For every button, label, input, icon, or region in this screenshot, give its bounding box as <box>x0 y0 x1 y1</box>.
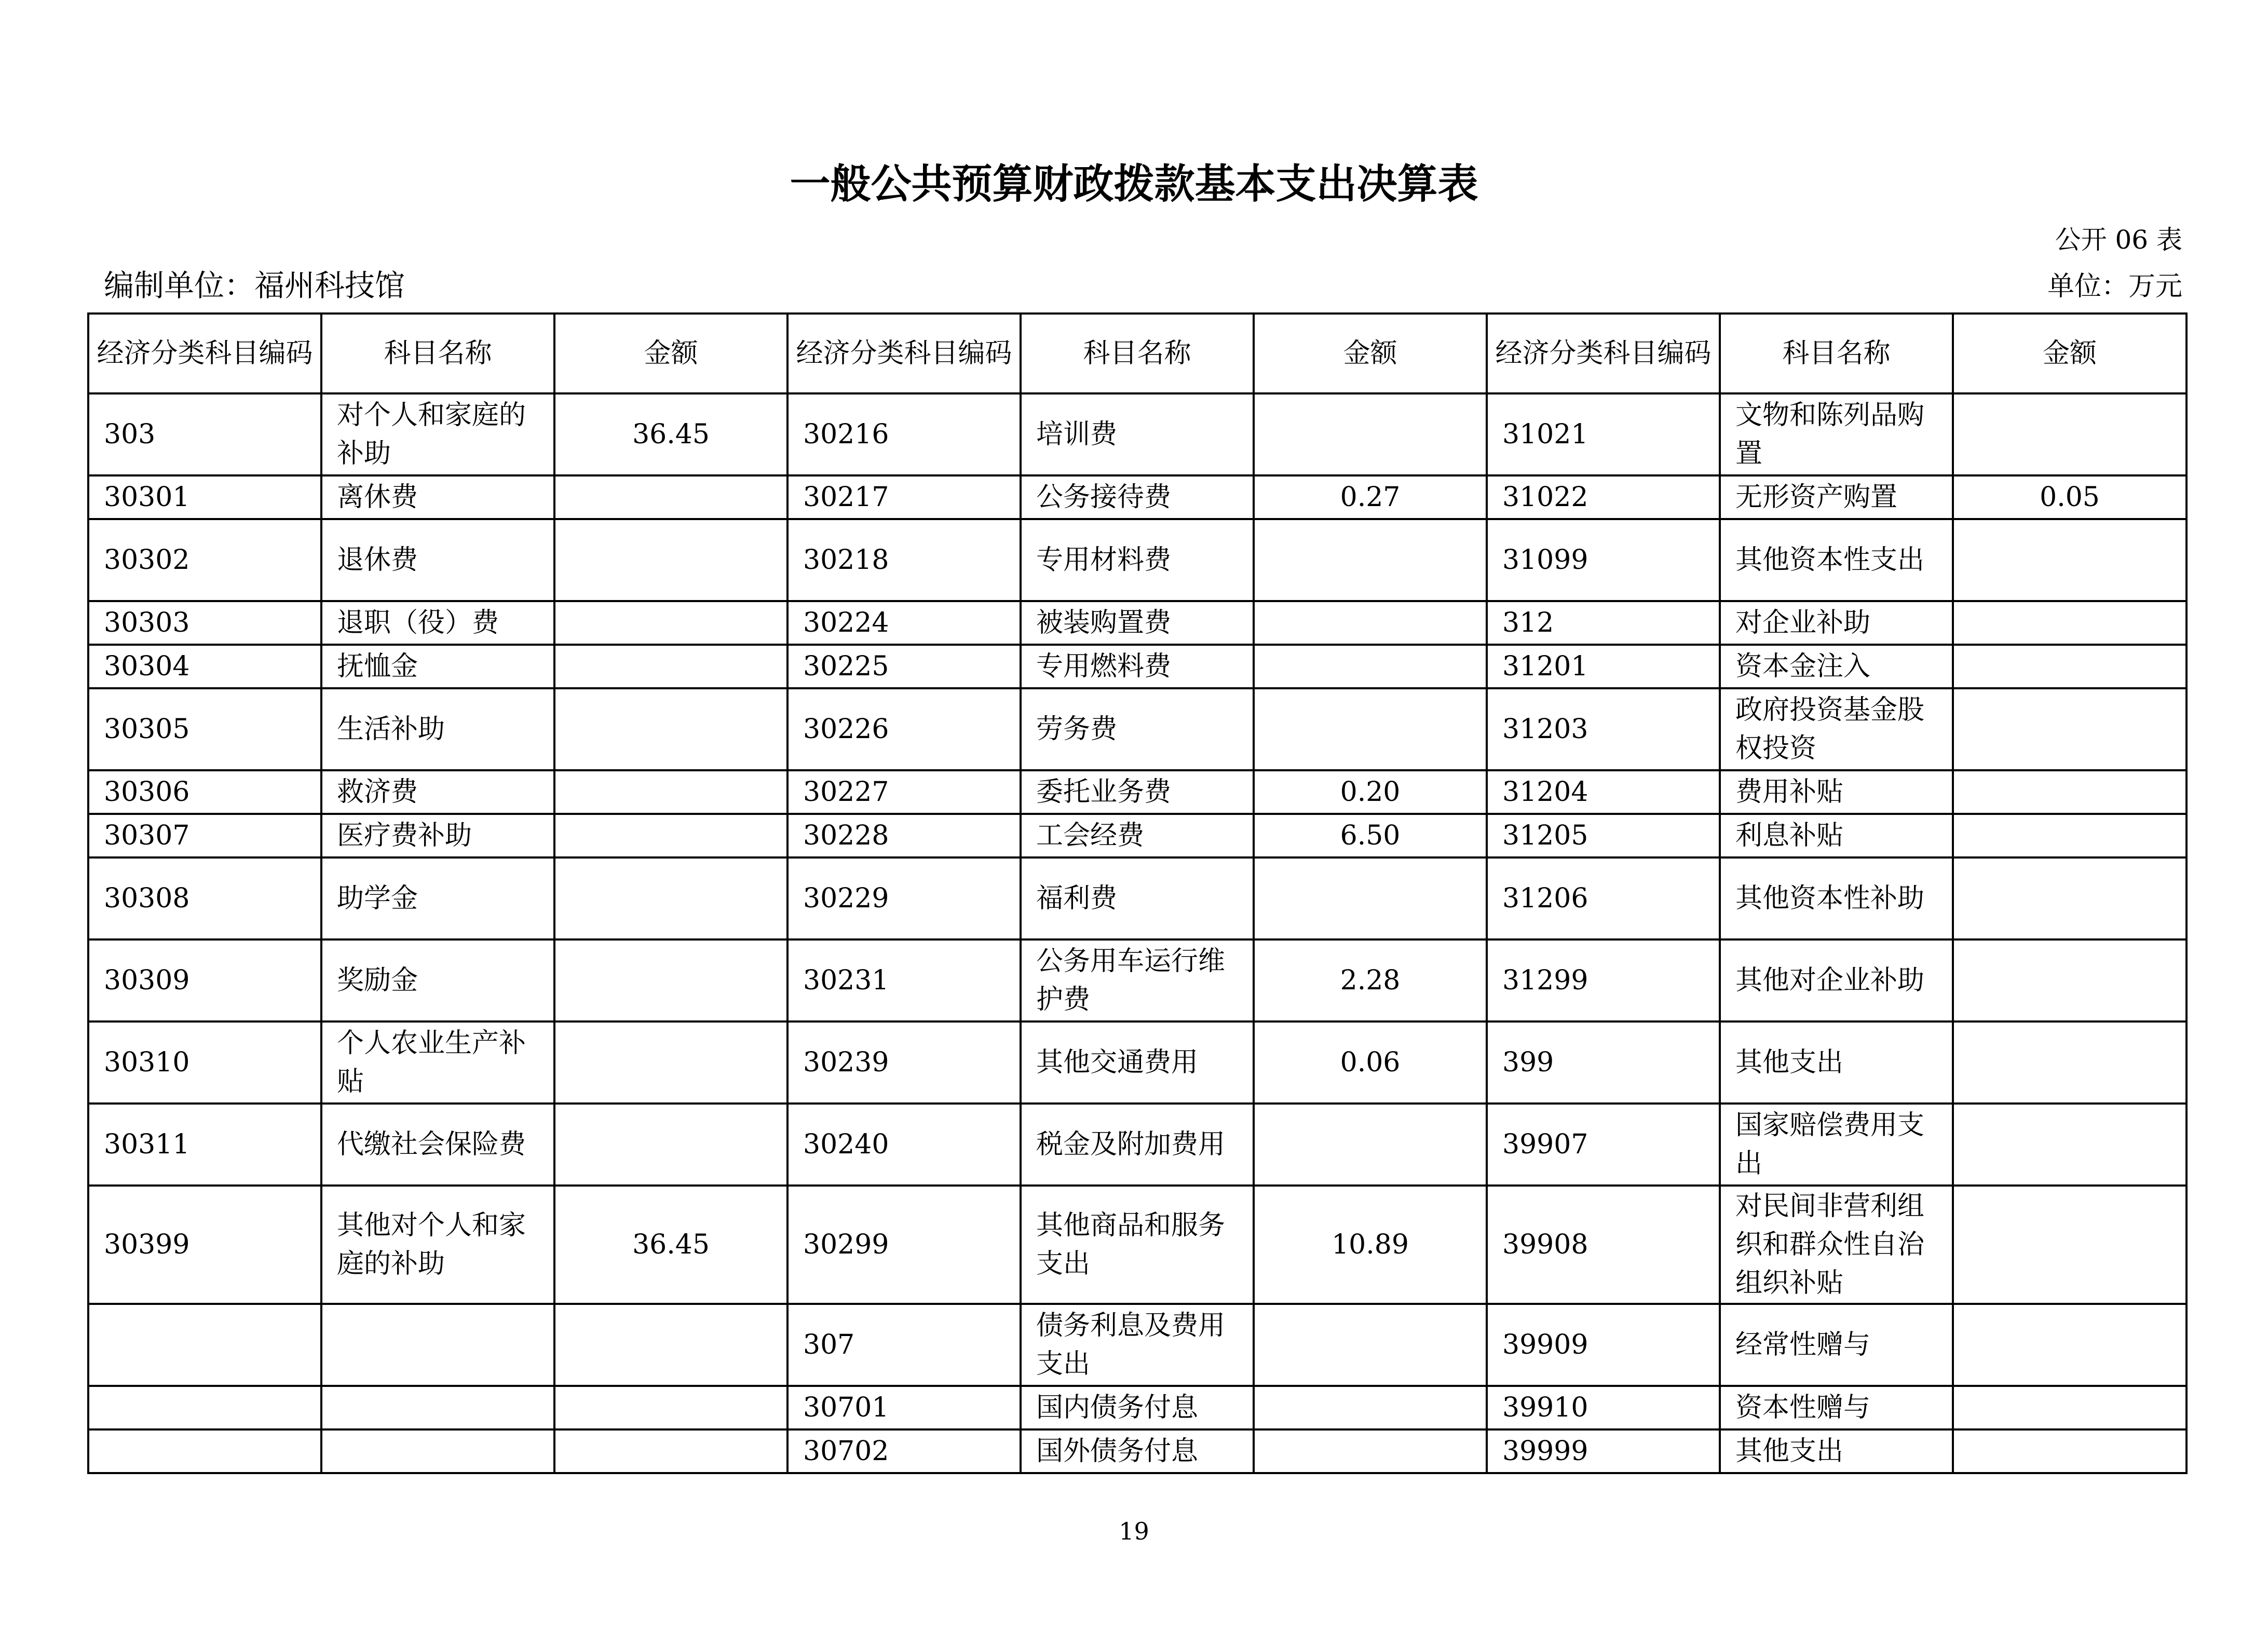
name-cell: 对民间非营利组织和群众性自治组织补贴 <box>1720 1186 1953 1304</box>
table-row <box>88 645 2186 688</box>
name-cell: 税金及附加费用 <box>1021 1104 1254 1186</box>
name-cell: 救济费 <box>321 770 554 814</box>
code-cell: 30310 <box>88 1022 321 1104</box>
name-cell: 其他对企业补助 <box>1720 939 1953 1022</box>
amount-cell: 2.28 <box>1254 939 1487 1022</box>
table-row <box>88 519 2186 601</box>
code-cell <box>88 1429 321 1473</box>
code-cell: 30311 <box>88 1104 321 1186</box>
code-cell: 30218 <box>787 519 1021 601</box>
header-cell: 金额 <box>1254 314 1487 393</box>
amount-cell: 0.06 <box>1254 1022 1487 1104</box>
table-row <box>88 857 2186 939</box>
code-cell: 39999 <box>1487 1429 1720 1473</box>
name-cell <box>321 1304 554 1386</box>
code-cell: 30304 <box>88 645 321 688</box>
name-cell: 奖励金 <box>321 939 554 1022</box>
table-row <box>88 1429 2186 1473</box>
code-cell <box>88 1386 321 1429</box>
name-cell: 专用材料费 <box>1021 519 1254 601</box>
code-cell: 31299 <box>1487 939 1720 1022</box>
name-cell: 其他商品和服务支出 <box>1021 1186 1254 1304</box>
amount-cell <box>1953 1386 2186 1429</box>
amount-cell <box>554 814 787 857</box>
code-cell: 31204 <box>1487 770 1720 814</box>
code-cell: 30216 <box>787 393 1021 475</box>
name-cell: 福利费 <box>1021 857 1254 939</box>
amount-cell: 0.27 <box>1254 475 1487 519</box>
code-cell: 30229 <box>787 857 1021 939</box>
header-cell: 金额 <box>1953 314 2186 393</box>
name-cell: 债务利息及费用支出 <box>1021 1304 1254 1386</box>
name-cell: 被装购置费 <box>1021 601 1254 645</box>
code-cell: 31201 <box>1487 645 1720 688</box>
amount-cell <box>1953 1304 2186 1386</box>
name-cell: 专用燃料费 <box>1021 645 1254 688</box>
amount-cell <box>554 1022 787 1104</box>
name-cell: 费用补贴 <box>1720 770 1953 814</box>
amount-cell <box>1254 857 1487 939</box>
amount-cell <box>554 475 787 519</box>
code-cell: 39908 <box>1487 1186 1720 1304</box>
code-cell: 30217 <box>787 475 1021 519</box>
name-cell: 政府投资基金股权投资 <box>1720 688 1953 770</box>
amount-cell <box>1254 1386 1487 1429</box>
name-cell: 离休费 <box>321 475 554 519</box>
amount-cell <box>554 688 787 770</box>
name-cell: 委托业务费 <box>1021 770 1254 814</box>
code-cell: 31203 <box>1487 688 1720 770</box>
name-cell: 无形资产购置 <box>1720 475 1953 519</box>
name-cell: 经常性赠与 <box>1720 1304 1953 1386</box>
code-cell: 31022 <box>1487 475 1720 519</box>
amount-cell <box>1953 519 2186 601</box>
amount-cell <box>554 939 787 1022</box>
code-cell: 31205 <box>1487 814 1720 857</box>
amount-cell <box>1254 1304 1487 1386</box>
code-cell: 307 <box>787 1304 1021 1386</box>
amount-cell <box>1254 519 1487 601</box>
header-cell: 科目名称 <box>1021 314 1254 393</box>
amount-cell: 0.20 <box>1254 770 1487 814</box>
code-cell <box>88 1304 321 1386</box>
code-cell: 30240 <box>787 1104 1021 1186</box>
code-cell: 30308 <box>88 857 321 939</box>
code-cell: 31099 <box>1487 519 1720 601</box>
name-cell: 劳务费 <box>1021 688 1254 770</box>
amount-cell <box>1953 857 2186 939</box>
name-cell: 医疗费补助 <box>321 814 554 857</box>
name-cell: 资本金注入 <box>1720 645 1953 688</box>
amount-cell <box>554 601 787 645</box>
name-cell: 公务用车运行维护费 <box>1021 939 1254 1022</box>
table-header-row <box>88 314 2186 393</box>
table-row <box>88 814 2186 857</box>
name-cell: 文物和陈列品购置 <box>1720 393 1953 475</box>
header-cell: 经济分类科目编码 <box>88 314 321 393</box>
amount-cell <box>554 1386 787 1429</box>
code-cell: 312 <box>1487 601 1720 645</box>
code-cell: 30225 <box>787 645 1021 688</box>
code-cell: 30226 <box>787 688 1021 770</box>
amount-cell: 6.50 <box>1254 814 1487 857</box>
page-title: 一般公共预算财政拨款基本支出决算表 <box>790 161 1478 208</box>
name-cell: 培训费 <box>1021 393 1254 475</box>
code-cell: 30302 <box>88 519 321 601</box>
table-row <box>88 1022 2186 1104</box>
code-cell: 30307 <box>88 814 321 857</box>
code-cell: 30305 <box>88 688 321 770</box>
name-cell: 其他对个人和家庭的补助 <box>321 1186 554 1304</box>
name-cell: 抚恤金 <box>321 645 554 688</box>
table-row <box>88 1104 2186 1186</box>
name-cell: 退职（役）费 <box>321 601 554 645</box>
amount-cell <box>554 857 787 939</box>
code-cell: 30228 <box>787 814 1021 857</box>
amount-cell <box>554 519 787 601</box>
name-cell: 退休费 <box>321 519 554 601</box>
header-cell: 金额 <box>554 314 787 393</box>
code-cell: 30231 <box>787 939 1021 1022</box>
name-cell: 国内债务付息 <box>1021 1386 1254 1429</box>
name-cell: 其他支出 <box>1720 1429 1953 1473</box>
amount-cell <box>1254 601 1487 645</box>
name-cell: 公务接待费 <box>1021 475 1254 519</box>
table-row <box>88 1386 2186 1429</box>
form-number: 公开 06 表 <box>2055 225 2182 255</box>
name-cell: 生活补助 <box>321 688 554 770</box>
header-cell: 经济分类科目编码 <box>1487 314 1720 393</box>
amount-cell <box>1953 601 2186 645</box>
code-cell: 30224 <box>787 601 1021 645</box>
amount-cell <box>1953 393 2186 475</box>
name-cell: 资本性赠与 <box>1720 1386 1953 1429</box>
name-cell <box>321 1429 554 1473</box>
amount-cell <box>1254 1104 1487 1186</box>
code-cell: 39910 <box>1487 1386 1720 1429</box>
table-row <box>88 601 2186 645</box>
amount-cell <box>1953 688 2186 770</box>
amount-cell <box>1953 939 2186 1022</box>
code-cell: 31206 <box>1487 857 1720 939</box>
name-cell: 对个人和家庭的补助 <box>321 393 554 475</box>
code-cell: 30301 <box>88 475 321 519</box>
name-cell: 其他交通费用 <box>1021 1022 1254 1104</box>
code-cell: 39909 <box>1487 1304 1720 1386</box>
amount-cell <box>1254 645 1487 688</box>
name-cell: 助学金 <box>321 857 554 939</box>
amount-cell <box>554 1104 787 1186</box>
code-cell: 303 <box>88 393 321 475</box>
name-cell <box>321 1386 554 1429</box>
table-row <box>88 770 2186 814</box>
amount-cell <box>1953 645 2186 688</box>
header-cell: 经济分类科目编码 <box>787 314 1021 393</box>
header-cell: 科目名称 <box>1720 314 1953 393</box>
code-cell: 39907 <box>1487 1104 1720 1186</box>
name-cell: 其他支出 <box>1720 1022 1953 1104</box>
amount-cell: 10.89 <box>1254 1186 1487 1304</box>
table-row <box>88 939 2186 1022</box>
name-cell: 工会经费 <box>1021 814 1254 857</box>
code-cell: 30306 <box>88 770 321 814</box>
code-cell: 30701 <box>787 1386 1021 1429</box>
expenditure-table <box>87 312 2188 1474</box>
amount-cell <box>1953 814 2186 857</box>
amount-cell <box>554 1429 787 1473</box>
code-cell: 31021 <box>1487 393 1720 475</box>
table-row <box>88 475 2186 519</box>
amount-cell: 36.45 <box>554 1186 787 1304</box>
amount-cell <box>1953 1022 2186 1104</box>
code-cell: 30227 <box>787 770 1021 814</box>
code-cell: 30299 <box>787 1186 1021 1304</box>
table-row <box>88 1186 2186 1304</box>
name-cell: 对企业补助 <box>1720 601 1953 645</box>
table-row <box>88 393 2186 475</box>
header-cell: 科目名称 <box>321 314 554 393</box>
amount-cell <box>554 770 787 814</box>
name-cell: 其他资本性补助 <box>1720 857 1953 939</box>
amount-cell <box>1953 1104 2186 1186</box>
page-number: 19 <box>1119 1517 1149 1545</box>
amount-cell <box>1254 393 1487 475</box>
table-row <box>88 688 2186 770</box>
amount-cell <box>554 645 787 688</box>
code-cell: 30702 <box>787 1429 1021 1473</box>
code-cell: 399 <box>1487 1022 1720 1104</box>
amount-cell <box>1254 688 1487 770</box>
name-cell: 其他资本性支出 <box>1720 519 1953 601</box>
table-row <box>88 1304 2186 1386</box>
currency-unit: 单位：万元 <box>2047 271 2182 302</box>
code-cell: 30399 <box>88 1186 321 1304</box>
amount-cell <box>1953 1429 2186 1473</box>
amount-cell <box>1953 1186 2186 1304</box>
amount-cell: 36.45 <box>554 393 787 475</box>
name-cell: 代缴社会保险费 <box>321 1104 554 1186</box>
name-cell: 个人农业生产补贴 <box>321 1022 554 1104</box>
name-cell: 国外债务付息 <box>1021 1429 1254 1473</box>
name-cell: 国家赔偿费用支出 <box>1720 1104 1953 1186</box>
amount-cell <box>1254 1429 1487 1473</box>
name-cell: 利息补贴 <box>1720 814 1953 857</box>
amount-cell <box>554 1304 787 1386</box>
reporting-unit: 编制单位：福州科技馆 <box>104 268 405 303</box>
amount-cell <box>1953 770 2186 814</box>
code-cell: 30239 <box>787 1022 1021 1104</box>
code-cell: 30309 <box>88 939 321 1022</box>
code-cell: 30303 <box>88 601 321 645</box>
amount-cell: 0.05 <box>1953 475 2186 519</box>
